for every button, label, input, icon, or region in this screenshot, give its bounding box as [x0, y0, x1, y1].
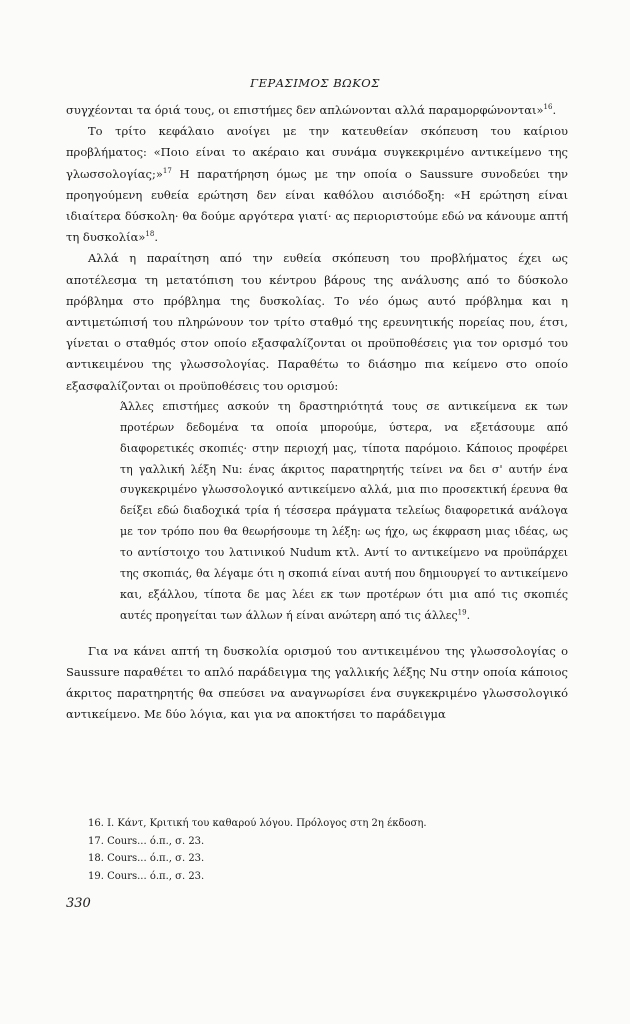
footnote: 18. Cours... ό.π., σ. 23.: [88, 853, 205, 864]
footnote-ref: 18: [145, 230, 155, 239]
paragraph: Για να κάνει απτή τη δυσκολία ορισμού του αντικειμένου της γλωσσολογίας ο Saussure παραθέτει το απλό παράδειγμα της γαλλικής λέξης Nu στην οποία κάποιος άκριτος παρατηρητής θα σπεύσει να αναγνωρίσει ένα συγκεκριμένο γλωσσολογικό αντικείμενο. Με δύο λόγια, και για να αποκτήσει το παράδειγμα: [66, 643, 568, 722]
footnote-ref: 19: [457, 608, 467, 617]
paragraph-continued: [66, 100, 568, 121]
paragraph: Αλλά η παραίτηση από την ευθεία σκόπευση του προβλήματος έχει ως αποτέλεσμα τη μετατόπιση του κέντρου βάρους της ανάλυσης από το δύσκολο πρόβλημα στο πρόβλημα της δυσκολίας. Το νέο όμως αυτό πρόβλημα και η αντιμετώπισή του πληρώνουν τον τρίτο σταθμό της ερευνητικής πορείας που, έτσι, γίνεται ο σταθμός στον οποίο εξασφαλίζονται οι προϋποθέσεις για τον ορισμό του αντικειμένου της γλωσσολογίας. Παραθέτω το διάσημο πια κείμενο στο οποίο εξασφαλίζονται οι προϋποθέσεις του ορισμού:: [66, 251, 568, 393]
main-text: [66, 100, 568, 726]
paragraph-text: Η παρατήρηση όμως με την οποία ο Saussure συνοδεύει την προηγούμενη ευθεία ερώτηση δεν είναι καθόλου αισιόδοξη: «Η ερώτηση είναι ιδιαίτερα δύσκολη· θα δούμε αργότερα γιατί· ας περιοριστούμε εδώ να κάνουμε απτή τη δυσκολία»: [66, 166, 568, 245]
footnote: 16. Ι. Κάντ, Κριτική του καθαρού λόγου. Πρόλογος στη 2η έκδοση.: [88, 818, 427, 829]
footnote-ref: 16: [543, 103, 553, 112]
paragraph: [66, 121, 568, 248]
paragraph-text: συγχέονται τα όριά τους, οι επιστήμες δεν απλώνονται αλλά παραμορφώνονται»: [66, 103, 544, 117]
footnote: 17. Cours... ό.π., σ. 23.: [88, 835, 205, 847]
footnote-ref: 17: [162, 166, 172, 175]
paragraph-tail: .: [552, 103, 557, 117]
quote-tail: .: [466, 608, 471, 622]
block-quote: [120, 397, 568, 627]
quote-text: Άλλες επιστήμες ασκούν τη δραστηριότητά τους σε αντικείμενα εκ των προτέρων δεδομένα τα οποία μπορούμε, ύστερα, να εξετάσουμε από διαφορετικές σκοπιές· στην περιοχή μας, τίποτα παρόμοιο. Κάποιος προφέρει τη γαλλική λέξη Nu: ένας άκριτος παρατηρητής τείνει να δει σ' αυτήν ένα συγκεκριμένο γλωσσολογικό αντικείμενο αλλά, μια πιο προσεκτική έρευνα θα δείξει εδώ διαδοχικά τρία ή τέσσερα πράγματα τελείως διαφορετικά ανάλογα με τον τρόπο που θα θεωρήσουμε τη λέξη: ως ήχο, ως έκφραση μιας ιδέας, ως το αντίστοιχο του λατινικού Nudum κτλ. Αντί το αντικείμενο να προϋπάρχει της σκοπιάς, θα λέγαμε ότι η σκοπιά είναι αυτή που δημιουργεί το αντικείμενο και, εξάλλου, τίποτα δε μας λέει εκ των προτέρων ότι μια από τις σκοπιές αυτές προηγείται των άλλων ή είναι ανώτερη από τις άλλες: [120, 399, 568, 622]
paragraph-tail: .: [154, 230, 158, 245]
spacer: [66, 627, 568, 641]
footnote: 19. Cours... ό.π., σ. 23.: [88, 870, 205, 882]
page-number: 330: [66, 896, 91, 911]
paragraph-text: Το τρίτο κεφάλαιο ανοίγει με την κατευθείαν σκόπευση του καίριου προβλήματος: «Ποιο είναι το ακέραιο και συνάμα συγκεκριμένο αντικείμενο της γλωσσολογίας;»: [66, 124, 568, 181]
running-head: ΓΕΡΑΣΙΜΟΣ ΒΩΚΟΣ: [250, 76, 380, 90]
footnotes: [88, 815, 558, 885]
